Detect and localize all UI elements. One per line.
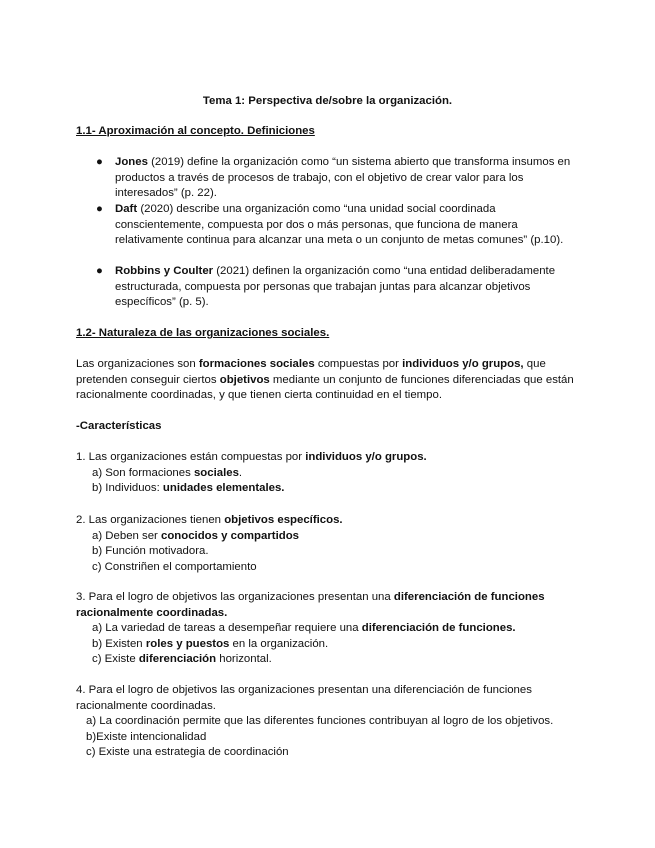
bullet-icon: ● (96, 156, 103, 168)
characteristic-item-c (76, 652, 586, 668)
bullet-icon: ● (96, 265, 103, 277)
lead-text: 3. Para el logro de objetivos las organizaciones presentan una (76, 591, 394, 603)
definition-item-daft (76, 202, 576, 249)
item-text: en la organización. (229, 637, 329, 650)
definition-item-jones (76, 155, 576, 202)
definition-body: (2020) describe una organización como “una unidad social coordinada conscientemente, compuesta por dos o más personas, que funciona de manera relativamente continua para alcanzar una meta o un conjunto de metas comunes” (p.10). (115, 203, 564, 246)
item-text: . (238, 466, 243, 479)
definition-item-robbins-coulter (76, 264, 576, 311)
lead-bold: objetivos específicos. (224, 514, 343, 526)
characteristic-item-c: c) Constriñen el comportamiento (92, 560, 257, 573)
characteristic-item-b: b) Función motivadora. (92, 545, 209, 557)
item-bold: unidades elementales. (162, 482, 285, 494)
intro-text: mediante un conjunto de funciones diferenciadas que están racionalmente coordinadas, y que tienen cierta continuidad en el tiempo. (76, 373, 574, 401)
item-text: a) Deben ser (92, 529, 162, 542)
characteristic-1 (76, 450, 586, 497)
item-bold: diferenciación (138, 653, 217, 665)
lead-text: 1. Las organizaciones están compuestas por (76, 451, 306, 463)
lead-bold: individuos y/o grupos. (305, 451, 427, 463)
item-text: horizontal. (216, 653, 272, 665)
lead-text: 2. Las organizaciones tienen (76, 514, 225, 526)
intro-bold: objetivos (219, 373, 270, 386)
characteristic-2 (76, 513, 586, 575)
characteristic-item-a (76, 621, 586, 637)
characteristics-subheading: -Características (76, 420, 162, 432)
definition-body: (2021) definen la organización como “una entidad deliberadamente estructurada, compuesta por personas que trabajan juntas para alcanzar objetivos específicos” (p. 5). (115, 265, 556, 308)
characteristic-lead: 4. Para el logro de objetivos las organizaciones presentan una diferenciación de funciones racionalmente coordinadas. (76, 684, 532, 712)
item-text: a) La variedad de tareas a desempeñar requiere una (92, 622, 362, 634)
intro-text: que pretenden conseguir ciertos (76, 358, 546, 386)
definition-text (115, 155, 576, 202)
characteristic-item-a (76, 466, 586, 482)
definition-author: Jones (115, 156, 148, 168)
characteristic-item-b (76, 481, 586, 497)
characteristic-item-c: c) Existe una estrategia de coordinación (86, 746, 289, 758)
item-bold: diferenciación de funciones. (361, 622, 516, 634)
characteristic-item-b (76, 637, 586, 653)
document-title: Tema 1: Perspectiva de/sobre la organización. (202, 95, 453, 107)
item-text: c) Existe (92, 653, 139, 665)
characteristic-item-a (76, 529, 586, 545)
item-bold: roles y puestos (145, 637, 230, 650)
item-text: b) Existen (92, 637, 146, 650)
definition-author: Robbins y Coulter (115, 265, 214, 277)
intro-bold: individuos y/o grupos, (402, 358, 524, 370)
characteristic-item-b: b)Existe intencionalidad (86, 730, 207, 743)
characteristic-3 (76, 590, 586, 668)
intro-bold: formaciones sociales (198, 358, 315, 370)
definition-body: (2019) define la organización como “un sistema abierto que transforma insumos en productos a través de procesos de trabajo, con el objetivo de crear valor para los interesados” (p. 22). (115, 156, 571, 199)
characteristic-item-a: a) La coordinación permite que las diferentes funciones contribuyan al logro de los objetivos. (86, 715, 554, 727)
characteristic-lead (76, 513, 586, 529)
characteristic-4 (76, 683, 586, 761)
lead-bold: diferenciación de funciones racionalmente coordinadas. (76, 591, 545, 619)
intro-text: Las organizaciones son (76, 358, 199, 370)
item-text: b) Individuos: (92, 482, 163, 494)
section-1-heading: 1.1- Aproximación al concepto. Definiciones (76, 125, 315, 137)
definition-text (115, 202, 576, 249)
intro-text: compuestas por (314, 358, 403, 370)
bullet-icon: ● (96, 203, 103, 215)
item-text: a) Son formaciones (92, 466, 194, 479)
item-bold: conocidos y compartidos (161, 529, 299, 542)
definition-author: Daft (115, 203, 138, 215)
section-2-heading: 1.2- Naturaleza de las organizaciones sociales. (76, 327, 330, 339)
section-2-intro (76, 357, 576, 404)
characteristic-lead (76, 590, 586, 621)
item-bold: sociales (193, 466, 239, 479)
definition-text (115, 264, 576, 311)
characteristic-lead (76, 450, 586, 466)
